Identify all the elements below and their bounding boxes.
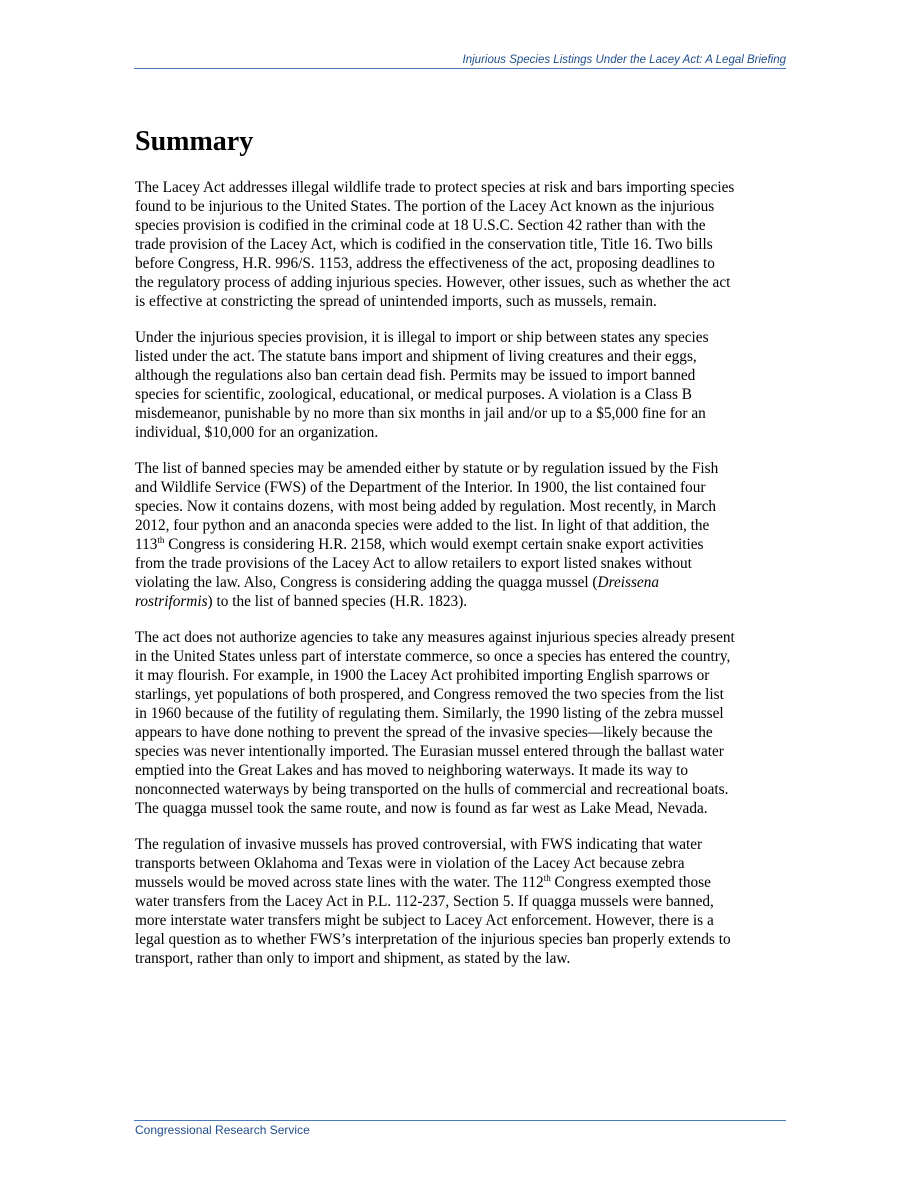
text-line xyxy=(135,873,787,892)
text-line: found to be injurious to the United States. The portion of the Lacey Act known as the injurious xyxy=(135,198,715,215)
text-line: starlings, yet populations of both prospered, and Congress removed the two species from the list xyxy=(135,686,724,703)
text-line: The Lacey Act addresses illegal wildlife trade to protect species at risk and bars importing species xyxy=(135,179,735,196)
text-line: nonconnected waterways by being transported on the hulls of commercial and recreational boats. xyxy=(135,781,729,798)
text-line: although the regulations also ban certain dead fish. Permits may be issued to import banned xyxy=(135,367,696,384)
section-title: Summary xyxy=(135,126,254,157)
header-rule xyxy=(134,68,786,69)
text-fragment: mussels would be moved across state lines with the water. The xyxy=(135,874,522,891)
text-line: water transfers from the Lacey Act in P.L. 112-237, Section 5. If quagga mussels were banned, xyxy=(135,893,714,910)
text-fragment: ) to the list of banned species (H.R. 1823). xyxy=(207,593,468,610)
text-line: species for scientific, zoological, educational, or medical purposes. A violation is a Class B xyxy=(135,386,692,403)
species-name-italic: Dreissena xyxy=(597,574,659,591)
text-line xyxy=(135,535,787,554)
text-line xyxy=(135,592,787,611)
text-line: Under the injurious species provision, it is illegal to import or ship between states any species xyxy=(135,329,709,346)
text-line: it may flourish. For example, in 1900 the Lacey Act prohibited importing English sparrows or xyxy=(135,667,710,684)
running-header: Injurious Species Listings Under the Lacey Act: A Legal Briefing xyxy=(462,54,786,66)
paragraph-3 xyxy=(135,459,787,611)
congress-number: 112 xyxy=(521,874,544,891)
text-line: The list of banned species may be amended either by statute or by regulation issued by the Fish xyxy=(135,460,719,477)
text-line: in 1960 because of the futility of regulating them. Similarly, the 1990 listing of the zebra mussel xyxy=(135,705,724,722)
text-line: transports between Oklahoma and Texas were in violation of the Lacey Act because zebra xyxy=(135,855,685,872)
text-line: misdemeanor, punishable by no more than six months in jail and/or up to a $5,000 fine for an xyxy=(135,405,706,422)
text-line: species provision is codified in the criminal code at 18 U.S.C. Section 42 rather than with the xyxy=(135,217,706,234)
text-fragment: Congress is considering H.R. 2158, which would exempt certain snake export activities xyxy=(164,536,704,553)
text-line: legal question as to whether FWS’s interpretation of the injurious species ban properly extends to xyxy=(135,931,731,948)
text-line: species. Now it contains dozens, with most being added by regulation. Most recently, in March xyxy=(135,498,717,515)
summary-body xyxy=(135,178,787,985)
text-line: is effective at constricting the spread of unintended imports, such as mussels, remain. xyxy=(135,293,657,310)
text-line: listed under the act. The statute bans import and shipment of living creatures and their eggs, xyxy=(135,348,697,365)
footer-rule xyxy=(134,1120,786,1121)
ordinal-suffix: th xyxy=(157,535,165,545)
text-line: from the trade provisions of the Lacey Act to allow retailers to export listed snakes without xyxy=(135,555,692,572)
text-line xyxy=(135,573,787,592)
text-line: before Congress, H.R. 996/S. 1153, address the effectiveness of the act, proposing deadlines to xyxy=(135,255,715,272)
text-line: The quagga mussel took the same route, and now is found as far west as Lake Mead, Nevada. xyxy=(135,800,708,817)
footer-publisher: Congressional Research Service xyxy=(135,1123,310,1137)
text-line: The act does not authorize agencies to take any measures against injurious species already present xyxy=(135,629,735,646)
congress-number: 113 xyxy=(135,536,158,553)
text-line: and Wildlife Service (FWS) of the Department of the Interior. In 1900, the list contained four xyxy=(135,479,706,496)
text-line: transport, rather than only to import and shipment, as stated by the law. xyxy=(135,950,571,967)
paragraph-5 xyxy=(135,835,787,968)
text-line: species was never intentionally imported. The Eurasian mussel entered through the ballast water xyxy=(135,743,724,760)
text-fragment: Congress exempted those xyxy=(550,874,711,891)
paragraph-1 xyxy=(135,178,787,311)
ordinal-suffix: th xyxy=(543,873,551,883)
species-name-italic: rostriformis xyxy=(135,593,208,610)
paragraph-4 xyxy=(135,628,787,818)
text-line: The regulation of invasive mussels has proved controversial, with FWS indicating that water xyxy=(135,836,703,853)
text-line: more interstate water transfers might be subject to Lacey Act enforcement. However, there is a xyxy=(135,912,714,929)
paragraph-2 xyxy=(135,328,787,442)
text-fragment: violating the law. Also, Congress is considering adding the quagga mussel ( xyxy=(135,574,598,591)
text-line: trade provision of the Lacey Act, which is codified in the conservation title, Title 16. Two bills xyxy=(135,236,713,253)
text-line: emptied into the Great Lakes and has moved to neighboring waterways. It made its way to xyxy=(135,762,689,779)
text-line: appears to have done nothing to prevent the spread of the invasive species—likely because the xyxy=(135,724,713,741)
text-line: 2012, four python and an anaconda species were added to the list. In light of that addition, the xyxy=(135,517,710,534)
text-line: individual, $10,000 for an organization. xyxy=(135,424,379,441)
text-line: in the United States unless part of interstate commerce, so once a species has entered the country, xyxy=(135,648,731,665)
text-line: the regulatory process of adding injurious species. However, other issues, such as whether the act xyxy=(135,274,731,291)
